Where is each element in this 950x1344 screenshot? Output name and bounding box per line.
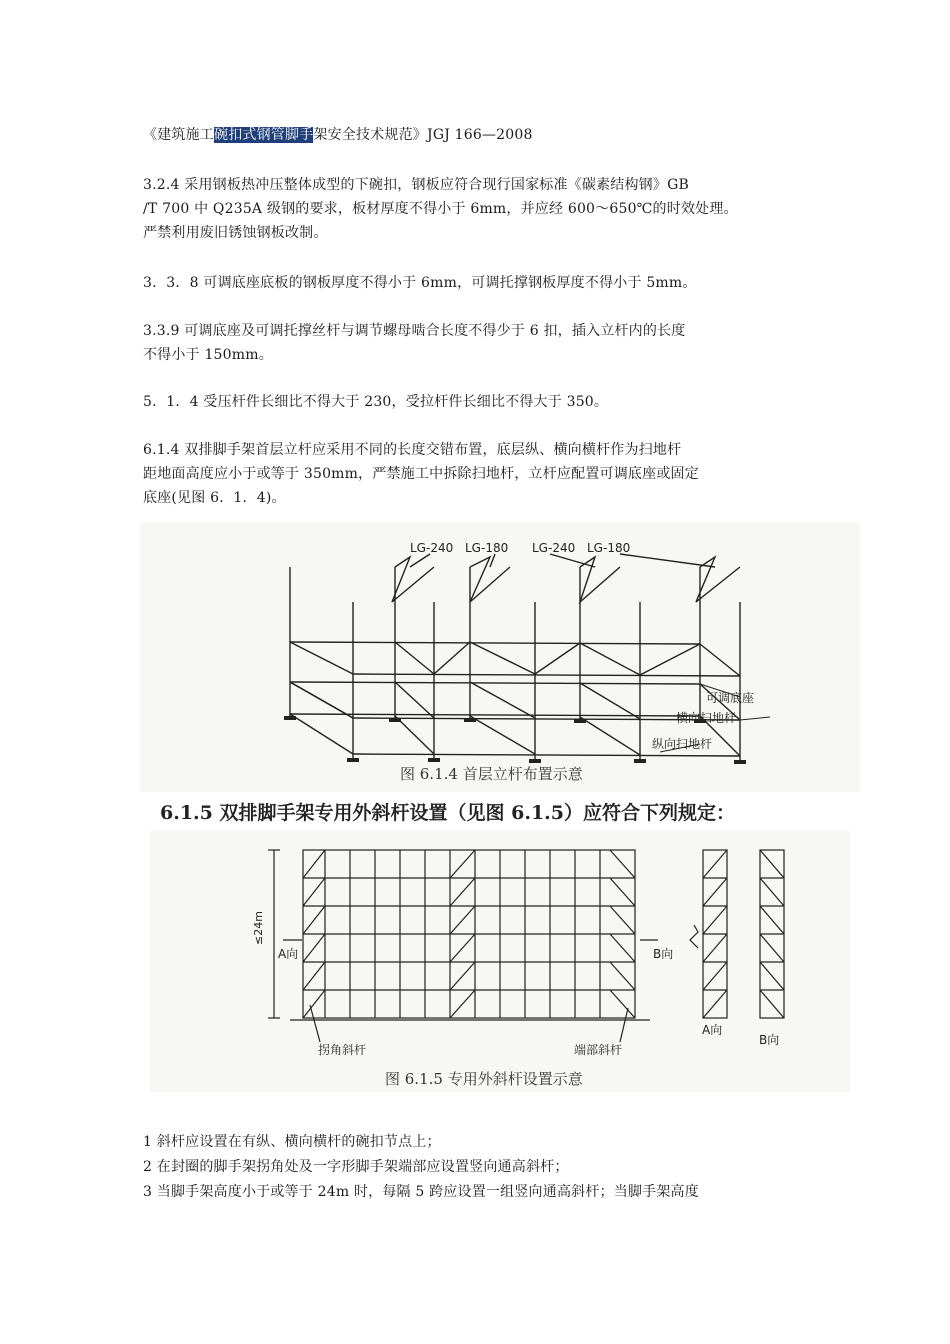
- end-brace-label: 端部斜杆: [574, 1043, 623, 1057]
- list-item-1: 1 斜杆应设置在有纵、横向横杆的碗扣节点上；: [143, 1134, 441, 1150]
- para-614-line-2: 距地面高度应小于或等于 350mm，严禁施工中拆除扫地杆，立杆应配置可调底座或固定: [143, 466, 699, 482]
- label-lg240-1: LG-240: [410, 541, 454, 555]
- para-324-line-2: /T 700 中 Q235A 级钢的要求，板材厚度不得小于 6mm，并应经 600～650℃的时效处理。: [143, 201, 738, 217]
- callout-longitudinal-sweep-bar: 纵向扫地杆: [652, 737, 713, 751]
- list-item-2: 2 在封圈的脚手架拐角处及一字形脚手架端部应设置竖向通高斜杆；: [143, 1159, 569, 1175]
- section-heading-615: 6.1.5 双排脚手架专用外斜杆设置（见图 6.1.5）应符合下列规定：: [160, 802, 736, 824]
- callout-adjustable-base: 可调底座: [706, 691, 755, 705]
- direction-b-label: B向: [653, 947, 674, 961]
- view-b-label: B向: [759, 1033, 780, 1047]
- label-lg180-1: LG-180: [465, 541, 509, 555]
- para-514: 5．1．4 受压杆件长细比不得大于 230，受拉杆件长细比不得大于 350。: [143, 394, 609, 410]
- para-614-line-3: 底座(见图 6．1．4)。: [143, 490, 286, 506]
- document-title: [143, 126, 533, 144]
- title-before: 《建筑施工: [143, 127, 214, 143]
- para-338: 3．3．8 可调底座底板的钢板厚度不得小于 6mm，可调托撑钢板厚度不得小于 5mm。: [143, 275, 697, 291]
- para-614-line-1: 6.1.4 双排脚手架首层立杆应采用不同的长度交错布置，底层纵、横向横杆作为扫地杆: [143, 442, 682, 458]
- view-a-label: A向: [702, 1023, 723, 1037]
- para-324-line-3: 严禁利用废旧锈蚀钢板改制。: [143, 225, 328, 241]
- corner-brace-label: 拐角斜杆: [318, 1043, 367, 1057]
- para-324-line-1: 3.2.4 采用钢板热冲压整体成型的下碗扣，钢板应符合现行国家标准《碳素结构钢》GB: [143, 177, 689, 193]
- para-339-line-1: 3.3.9 可调底座及可调托撑丝杆与调节螺母啮合长度不得少于 6 扣，插入立杆内的长度: [143, 323, 686, 339]
- title-highlight: 碗扣式钢管脚手: [214, 127, 314, 143]
- para-339-line-2: 不得小于 150mm。: [143, 347, 273, 363]
- list-item-3: 3 当脚手架高度小于或等于 24m 时，每隔 5 跨应设置一组竖向通高斜杆；当脚手架高度: [143, 1184, 699, 1200]
- direction-a-label: A向: [278, 947, 299, 961]
- label-lg240-2: LG-240: [532, 541, 576, 555]
- figure-6-1-5: [150, 830, 850, 1092]
- callout-transverse-sweep-bar: 横向扫地杆: [676, 711, 737, 725]
- figure-6-1-4-caption: 图 6.1.4 首层立杆布置示意: [400, 765, 583, 783]
- figure-6-1-5-caption: 图 6.1.5 专用外斜杆设置示意: [385, 1070, 583, 1088]
- height-dimension-label: ≤24m: [252, 911, 265, 945]
- figure-6-1-4: [140, 522, 860, 792]
- title-after: 架安全技术规范》JGJ 166—2008: [313, 127, 533, 143]
- label-lg180-2: LG-180: [587, 541, 631, 555]
